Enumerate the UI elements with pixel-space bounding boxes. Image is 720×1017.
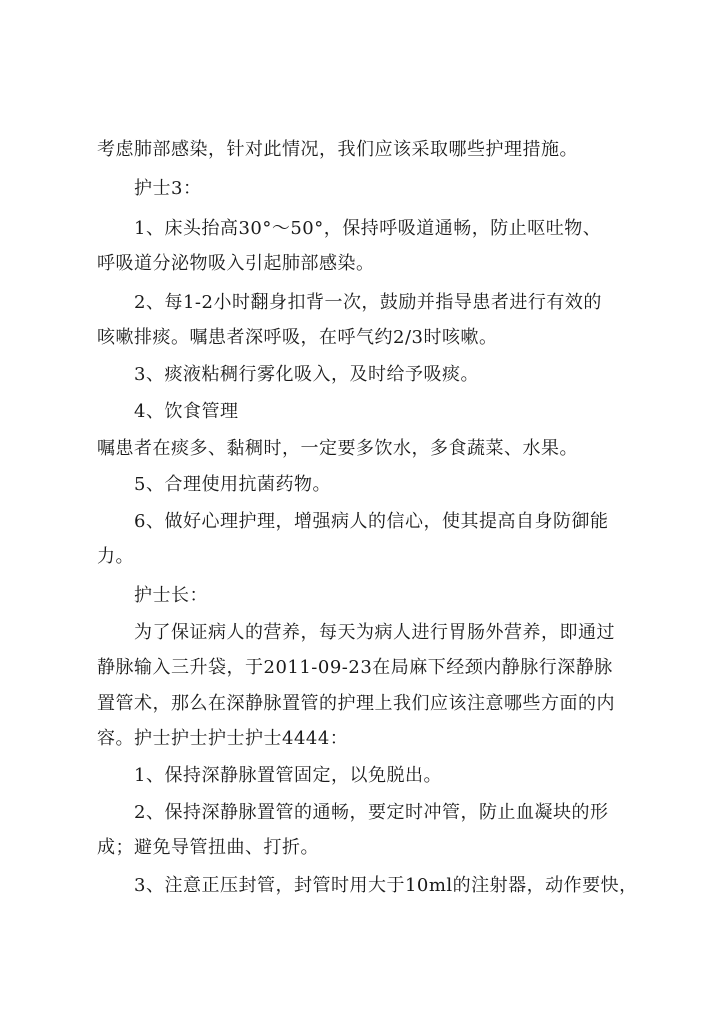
speaker-label: 护士3： bbox=[134, 178, 202, 199]
text-line: 咳嗽排痰。嘱患者深呼吸，在呼气约2/3时咳嗽。 bbox=[97, 327, 498, 348]
text-line: 1、床头抬高30°～50°，保持呼吸道通畅，防止呕吐物、 bbox=[134, 218, 602, 239]
text-line: 嘱患者在痰多、黏稠时，一定要多饮水，多食蔬菜、水果。 bbox=[97, 438, 578, 459]
text-line: 容。护士护士护士护士4444： bbox=[97, 728, 349, 749]
speaker-label: 护士长： bbox=[134, 585, 208, 606]
text-line: 2、每1-2小时翻身扣背一次，鼓励并指导患者进行有效的 bbox=[134, 292, 602, 313]
text-line: 置管术，那么在深静脉置管的护理上我们应该注意哪些方面的内 bbox=[97, 693, 615, 714]
text-line: 力。 bbox=[97, 546, 134, 567]
text-line: 静脉输入三升袋，于2011-09-23在局麻下经颈内静脉行深静脉 bbox=[97, 657, 613, 678]
text-line: 1、保持深静脉置管固定，以免脱出。 bbox=[134, 765, 442, 786]
text-line: 考虑肺部感染，针对此情况，我们应该采取哪些护理措施。 bbox=[97, 139, 578, 160]
text-line: 为了保证病人的营养，每天为病人进行胃肠外营养，即通过 bbox=[134, 622, 615, 643]
text-line: 呼吸道分泌物吸入引起肺部感染。 bbox=[97, 253, 375, 274]
text-line: 成；避免导管扭曲、打折。 bbox=[97, 837, 319, 858]
text-line: 5、合理使用抗菌药物。 bbox=[134, 474, 331, 495]
text-line: 4、饮食管理 bbox=[134, 401, 239, 422]
text-line: 3、注意正压封管，封管时用大于10ml的注射器，动作要快， bbox=[134, 875, 638, 896]
text-line: 6、做好心理护理，增强病人的信心，使其提高自身防御能 bbox=[134, 511, 609, 532]
text-line: 2、保持深静脉置管的通畅，要定时冲管，防止血凝块的形 bbox=[134, 802, 609, 823]
text-line: 3、痰液粘稠行雾化吸入，及时给予吸痰。 bbox=[134, 364, 479, 385]
